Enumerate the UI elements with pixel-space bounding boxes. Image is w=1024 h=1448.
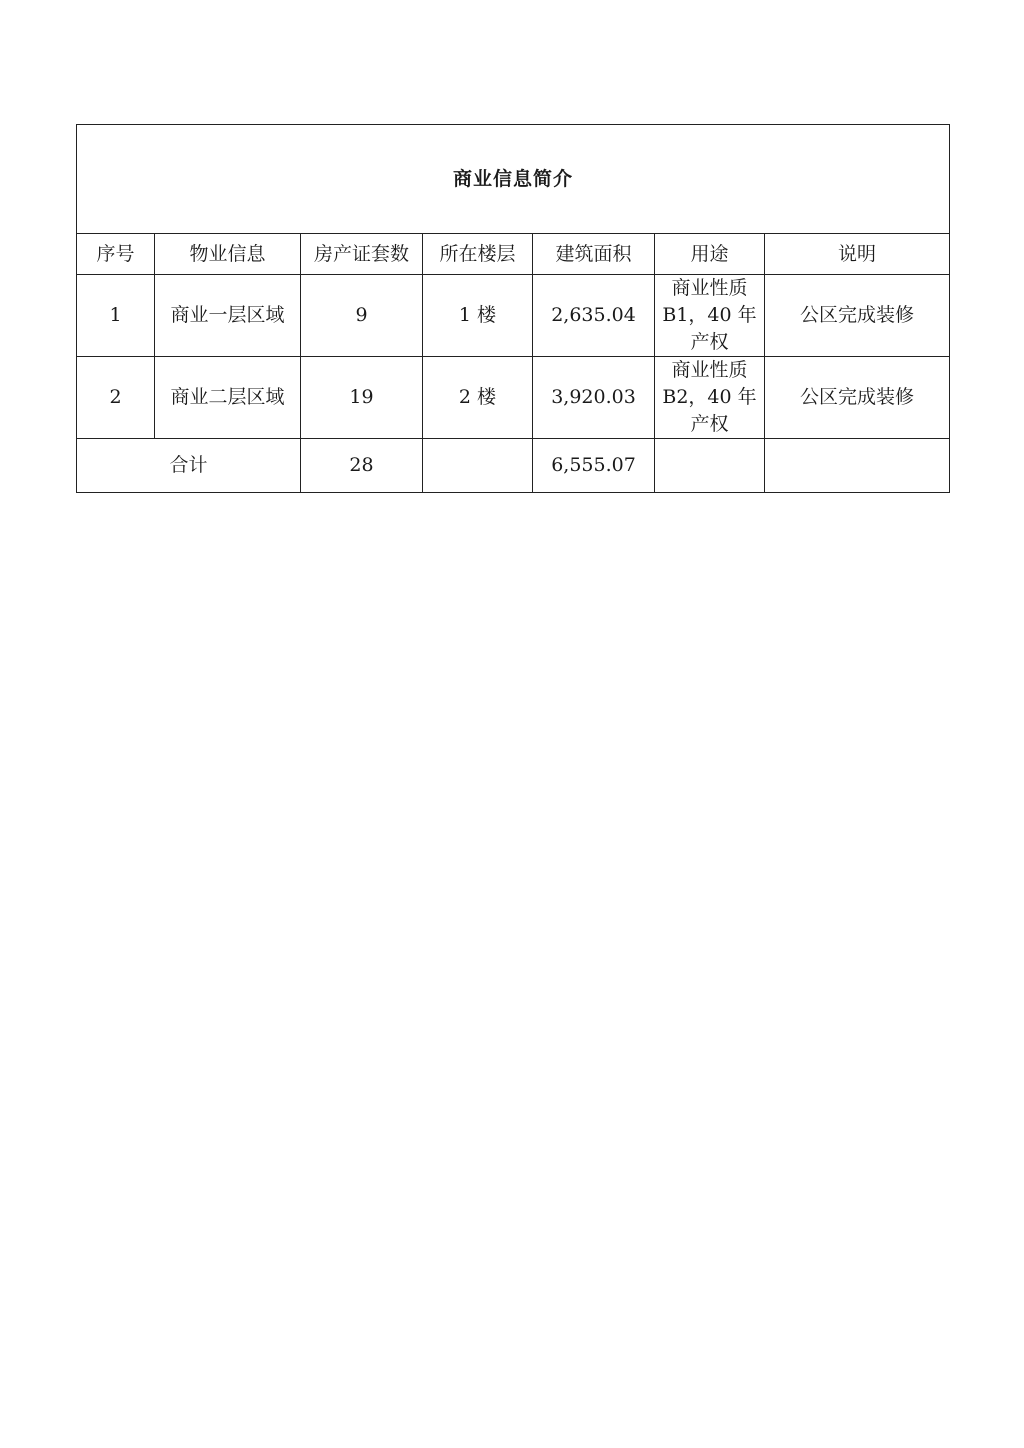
total-note [765, 439, 950, 493]
total-usage [655, 439, 765, 493]
usage-line: 产权 [690, 331, 729, 353]
header-cert-count: 房产证套数 [301, 234, 423, 275]
usage-line: 产权 [690, 413, 729, 435]
title-row [77, 125, 950, 234]
cell-seq: 1 [77, 275, 155, 357]
cell-usage [655, 357, 765, 439]
header-note: 说明 [765, 234, 950, 275]
cell-cert-count: 19 [301, 357, 423, 439]
table-row [77, 275, 950, 357]
cell-property: 商业二层区域 [155, 357, 301, 439]
header-seq: 序号 [77, 234, 155, 275]
table-row [77, 357, 950, 439]
header-row [77, 234, 950, 275]
cell-note: 公区完成装修 [765, 275, 950, 357]
usage-line: B2，40 年 [662, 386, 757, 408]
cell-property: 商业一层区域 [155, 275, 301, 357]
usage-line: 商业性质 [671, 277, 748, 299]
total-row [77, 439, 950, 493]
cell-floor: 2 楼 [423, 357, 533, 439]
header-area: 建筑面积 [533, 234, 655, 275]
usage-line: 商业性质 [671, 359, 748, 381]
total-area: 6,555.07 [533, 439, 655, 493]
usage-line: B1，40 年 [662, 304, 757, 326]
cell-seq: 2 [77, 357, 155, 439]
cell-usage [655, 275, 765, 357]
cell-cert-count: 9 [301, 275, 423, 357]
header-usage: 用途 [655, 234, 765, 275]
total-floor [423, 439, 533, 493]
cell-note: 公区完成装修 [765, 357, 950, 439]
total-cert-count: 28 [301, 439, 423, 493]
document-page [76, 124, 949, 493]
business-info-table [76, 124, 950, 493]
header-property: 物业信息 [155, 234, 301, 275]
cell-area: 3,920.03 [533, 357, 655, 439]
header-floor: 所在楼层 [423, 234, 533, 275]
table-title: 商业信息简介 [77, 125, 950, 234]
total-label: 合计 [77, 439, 301, 493]
cell-floor: 1 楼 [423, 275, 533, 357]
cell-area: 2,635.04 [533, 275, 655, 357]
